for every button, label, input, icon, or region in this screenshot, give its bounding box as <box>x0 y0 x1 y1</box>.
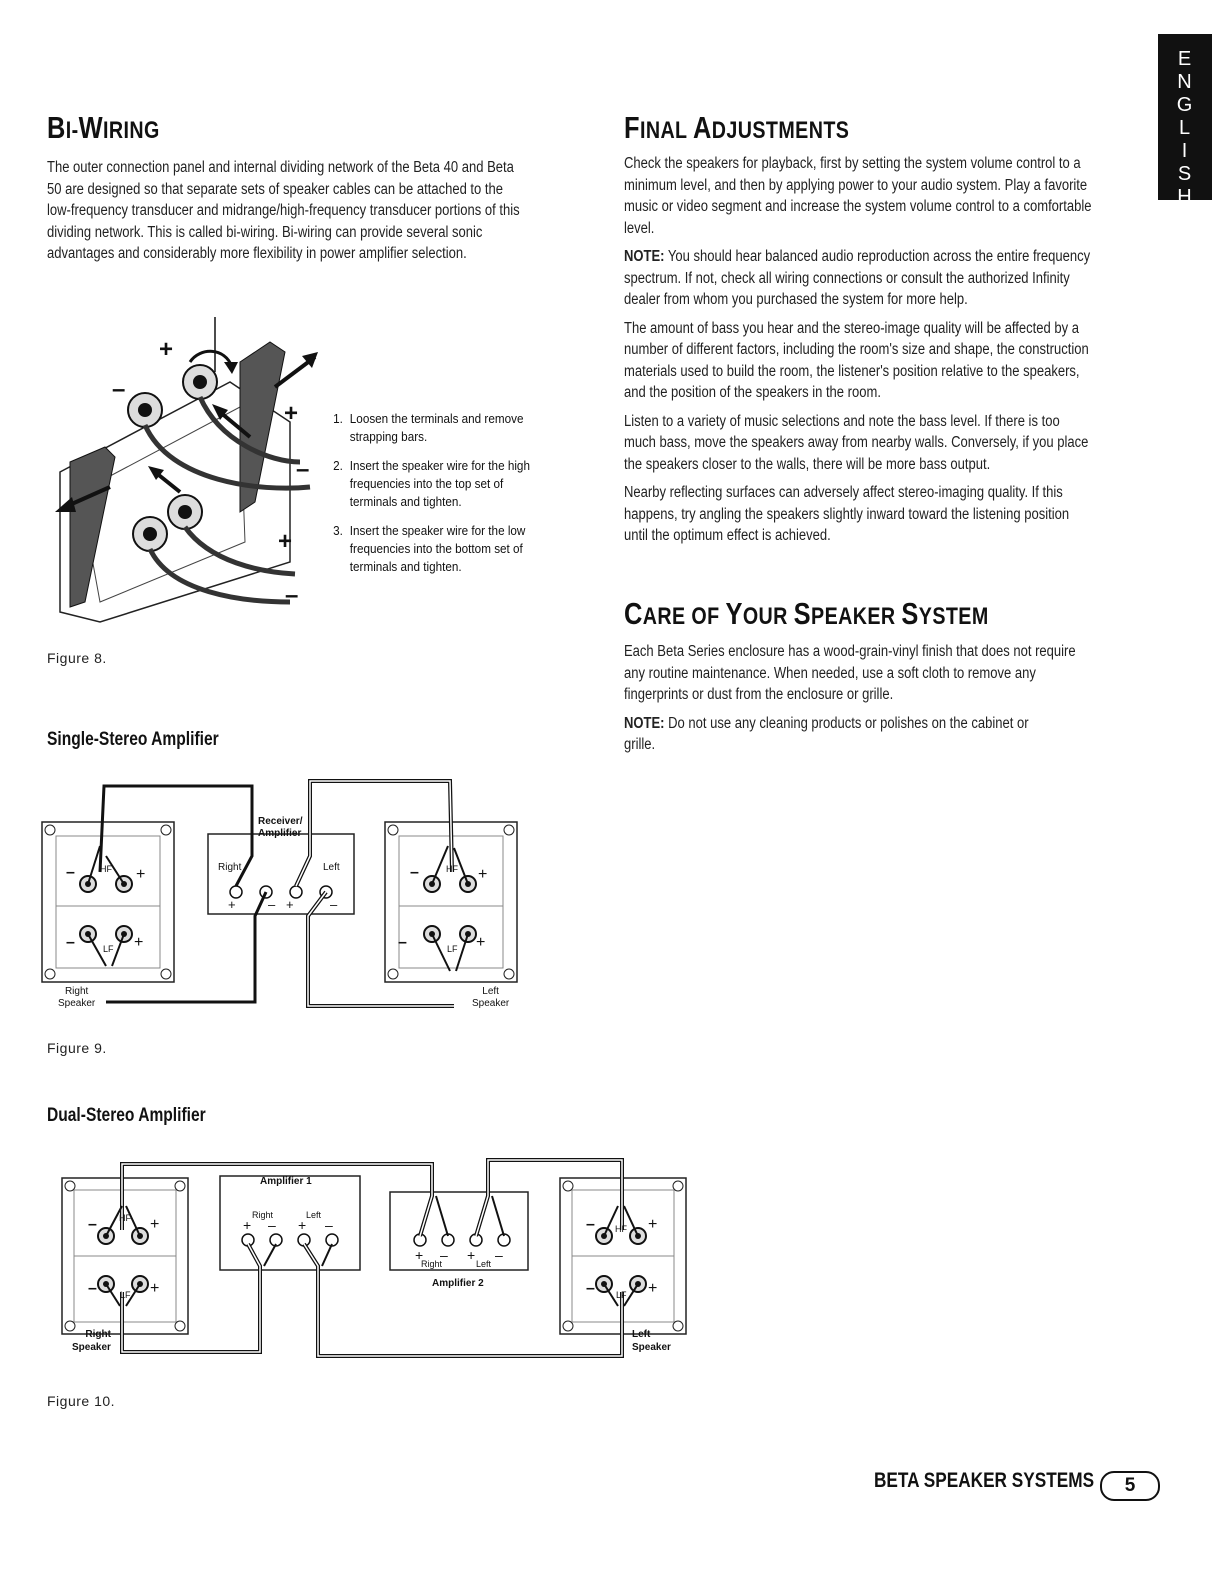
step-2: 2. Insert the speaker wire for the high frequencies into the top set of terminals and tighten. <box>346 457 537 511</box>
fig9-left-speaker-label: Left Speaker <box>472 986 510 1009</box>
care-note: NOTE: Do not use any cleaning products or polishes on the cabinet or grille. <box>624 714 1029 753</box>
figure-10-caption: Figure 10. <box>47 1393 116 1409</box>
bi-wiring-heading: BI-WIRING <box>47 110 160 145</box>
figure-8-caption: Figure 8. <box>47 650 107 666</box>
figure-9-diagram <box>40 776 530 1016</box>
fig10-amp1-plus-1: + <box>243 1217 252 1233</box>
fig10-rs-hf-minus: – <box>88 1216 97 1233</box>
final-adjustments-p1: Check the speakers for playback, first by setting the system volume control to a minimum level, and then by applying power to your audio system. Play a favorite music or video segment and increase the system volume control to a comfortable level. <box>624 155 1092 237</box>
fig10-amp1-right: Right <box>252 1210 274 1220</box>
fig10-right-speaker-label: Right Speaker <box>72 1329 111 1353</box>
fig9-rs-lf: LF <box>103 944 114 954</box>
dual-stereo-heading: Dual-Stereo Amplifier <box>47 1105 206 1126</box>
fig10-ls-hf-minus: – <box>586 1216 595 1233</box>
fig9-rs-hf-minus: – <box>66 864 75 881</box>
fig10-rs-lf-minus: – <box>88 1280 97 1297</box>
final-adjustments-body <box>624 153 1094 554</box>
fig8-minus-bottom: – <box>285 582 299 609</box>
single-stereo-heading: Single-Stereo Amplifier <box>47 729 219 750</box>
fig10-ls-hf-plus: + <box>648 1216 658 1233</box>
step-1: 1. Loosen the terminals and remove strapping bars. <box>346 410 537 446</box>
fig10-amp2-plus-2: + <box>467 1247 476 1263</box>
final-adjustments-note: NOTE: You should hear balanced audio reproduction across the entire frequency spectrum. If not, check all wiring connections or consult the authorized Infinity dealer from whom you purchased the system for more help. <box>624 248 1091 308</box>
tab-letter: N <box>1177 71 1193 93</box>
tab-letter: L <box>1178 117 1192 139</box>
fig10-ls-lf-plus: + <box>648 1280 658 1297</box>
fig9-ls-hf-plus: + <box>478 866 488 883</box>
fig10-rs-hf: HF <box>119 1213 131 1223</box>
fig8-minus-top: – <box>112 376 126 403</box>
language-tab <box>1158 34 1212 208</box>
figure-9-caption: Figure 9. <box>47 1040 107 1056</box>
fig9-rs-hf: HF <box>100 864 112 874</box>
fig10-amp1-minus-1: – <box>268 1217 276 1233</box>
figure-8-steps <box>330 410 537 587</box>
tab-letter: G <box>1176 94 1194 116</box>
fig10-rs-lf-plus: + <box>150 1280 160 1297</box>
fig8-plus-top: + <box>159 336 174 363</box>
fig10-amp2-minus-2: – <box>495 1247 503 1263</box>
final-adjustments-p4: Nearby reflecting surfaces can adversely affect stereo-imaging quality. If this happens, try angling the speakers slightly inward toward the listening position until the optimum effect is achieved. <box>624 484 1070 544</box>
fig9-right-speaker-label: Right Speaker <box>58 986 96 1009</box>
fig10-amp1-plus-2: + <box>298 1217 307 1233</box>
final-adjustments-heading: FINAL ADJUSTMENTS <box>624 110 850 145</box>
fig10-left-speaker-label: Left Speaker <box>632 1329 671 1353</box>
care-body <box>624 641 1094 763</box>
tab-letter: I <box>1181 140 1189 162</box>
fig9-rs-lf-minus: – <box>66 934 75 951</box>
fig8-plus-right-top: + <box>284 400 299 427</box>
fig9-rs-hf-plus: + <box>136 866 146 883</box>
fig9-ls-lf-minus: – <box>398 934 407 951</box>
fig10-amp2-plus-1: + <box>415 1247 424 1263</box>
fig9-rs-lf-plus: + <box>134 934 144 951</box>
fig9-ls-lf: LF <box>447 944 458 954</box>
tab-letter: H <box>1177 186 1193 208</box>
fig10-amp1-left: Left <box>306 1210 322 1220</box>
fig10-amp2-minus-1: – <box>440 1247 448 1263</box>
fig10-ls-hf: HF <box>615 1224 627 1234</box>
care-p1: Each Beta Series enclosure has a wood-grain-vinyl finish that does not require any routine maintenance. When needed, use a soft cloth to remove any fingerprints or dust from the enclosure or grille. <box>624 643 1076 703</box>
amplifier-2-label: Amplifier 2 <box>432 1278 484 1289</box>
tab-letter: E <box>1177 48 1193 70</box>
fig10-amp2-left: Left <box>476 1259 492 1269</box>
step-3: 3. Insert the speaker wire for the low frequencies into the bottom set of terminals and tighten. <box>346 522 537 576</box>
figure-10-diagram <box>60 1156 700 1360</box>
final-adjustments-p3: Listen to a variety of music selections and note the bass level. If there is too much bass, move the speakers away from nearby walls. Conversely, if you place the speakers closer to the walls, there will be more bass output. <box>624 412 1089 473</box>
fig9-receiver-left: Left <box>323 862 340 873</box>
fig9-ls-hf-minus: – <box>410 864 419 881</box>
fig9-rec-plus-2: + <box>286 897 294 912</box>
receiver-label: Receiver/ Amplifier <box>258 816 303 839</box>
care-heading: CARE OF YOUR SPEAKER SYSTEM <box>624 596 989 631</box>
fig8-plus-right-bottom: + <box>278 528 293 555</box>
tab-letter: S <box>1177 163 1193 185</box>
fig9-ls-lf-plus: + <box>476 934 486 951</box>
fig10-ls-lf-minus: – <box>586 1280 595 1297</box>
amplifier-1-label: Amplifier 1 <box>260 1176 312 1187</box>
fig8-minus-right-top: – <box>296 456 310 483</box>
fig9-rec-minus-1: – <box>268 897 276 912</box>
page-number: 5 <box>1100 1471 1160 1501</box>
final-adjustments-p2: The amount of bass you hear and the stereo-image quality will be affected by a number of different factors, including the room's size and shape, the construction materials used to build the room, the listener's position relative to the speakers, and the position of the speakers in the room. <box>624 319 1089 401</box>
fig9-rec-minus-2: – <box>330 897 338 912</box>
fig9-rec-plus-1: + <box>228 897 236 912</box>
footer-title: BETA SPEAKER SYSTEMS <box>874 1469 1095 1492</box>
fig9-ls-hf: HF <box>446 864 458 874</box>
fig10-rs-lf: LF <box>120 1290 131 1300</box>
fig9-receiver-right: Right <box>218 862 242 873</box>
fig10-rs-hf-plus: + <box>150 1216 160 1233</box>
fig10-ls-lf: LF <box>616 1290 627 1300</box>
bi-wiring-paragraph: The outer connection panel and internal dividing network of the Beta 40 and Beta 50 are designed so that separate sets of speaker cables can be attached to the low-frequency transducer and midrange/high-frequency transducer portions of this dividing network. This is called bi-wiring. Bi-wiring can provide several sonic advantages and considerably more flexibility in power amplifier selection. <box>47 159 520 262</box>
fig10-amp2-right: Right <box>421 1259 443 1269</box>
fig10-amp1-minus-2: – <box>325 1217 333 1233</box>
